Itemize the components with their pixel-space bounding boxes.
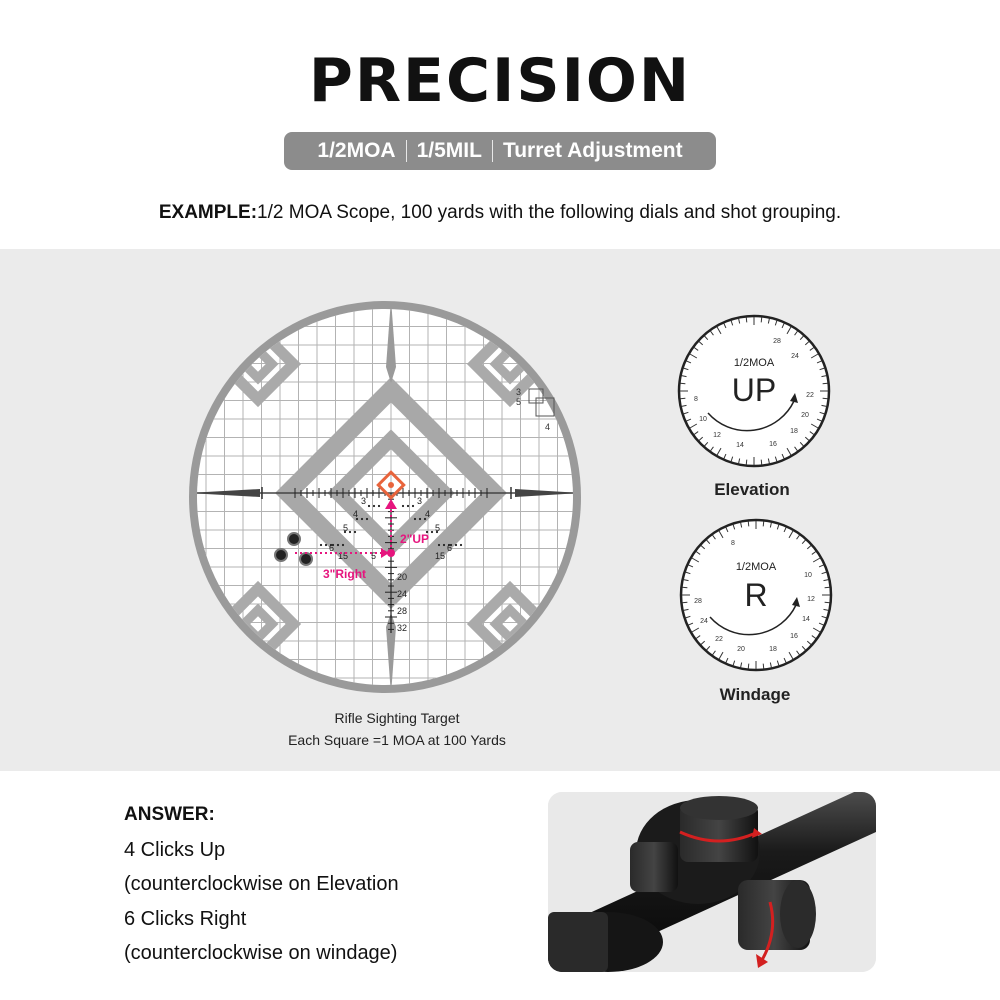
reticle-dot	[414, 518, 416, 520]
reticle-right-15: 15	[435, 551, 446, 561]
reticle-dot	[368, 505, 370, 507]
reticle-dot	[349, 531, 351, 533]
dial-tick	[680, 398, 685, 399]
target-caption-scale: Each Square =1 MOA at 100 Yards	[288, 732, 506, 748]
badge-moa: 1/2MOA	[317, 139, 396, 162]
stadia-24: 24	[397, 589, 408, 599]
sighting-target	[185, 297, 585, 697]
answer-block	[124, 798, 399, 971]
dial-tick	[761, 460, 762, 465]
stadia-32: 32	[397, 623, 408, 633]
reticle-dot	[354, 531, 356, 533]
reticle-dot	[378, 505, 380, 507]
reticle-dot	[431, 531, 433, 533]
reticle-dot	[455, 544, 457, 546]
reticle-dot	[407, 505, 409, 507]
answer-line-3: 6 Clicks Right	[124, 907, 247, 930]
reticle-dot	[361, 518, 363, 520]
reticle-dot	[419, 518, 421, 520]
dial-tick	[682, 587, 687, 588]
answer-line-2: (counterclockwise on Elevation	[124, 873, 399, 895]
windage-num-24: 24	[700, 618, 708, 625]
reticle-dot	[460, 544, 462, 546]
windage-direction: R	[744, 577, 768, 613]
windage-num-16: 16	[790, 633, 798, 640]
reticle-dot	[438, 544, 440, 546]
reticle-dot	[412, 505, 414, 507]
elevation-direction: UP	[731, 372, 777, 408]
dial-tick	[680, 383, 685, 384]
elevation-num-14: 14	[736, 442, 744, 449]
dial-tick	[823, 383, 828, 384]
windage-num-28: 28	[694, 598, 702, 605]
page-title: PRECISION	[308, 46, 692, 116]
reticle-right-5: 5	[435, 523, 441, 533]
reticle-dot	[337, 544, 339, 546]
reticle-dot	[325, 544, 327, 546]
windage-num-10: 10	[804, 572, 812, 579]
elevation-num-18: 18	[790, 428, 798, 435]
example-text	[0, 202, 1000, 224]
example-body: 1/2 MOA Scope, 100 yards with the following dials and shot grouping.	[257, 202, 842, 223]
dial-tick	[682, 602, 687, 603]
reticle-right-3: 3	[417, 496, 423, 506]
elevation-num-22: 22	[806, 392, 814, 399]
dial-tick	[748, 521, 749, 526]
target-caption-title: Rifle Sighting Target	[334, 710, 460, 726]
dial-tick	[763, 664, 764, 669]
badge-divider	[492, 140, 493, 162]
reticle-center-5: 5	[371, 551, 377, 561]
elevation-label: Elevation	[714, 480, 790, 499]
elevation-num-16: 16	[769, 441, 777, 448]
dial-tick	[748, 664, 749, 669]
reticle-left-15: 15	[338, 551, 349, 561]
reticle-dot	[373, 505, 375, 507]
spec-badge	[284, 132, 716, 170]
example-label: EXAMPLE:	[158, 202, 258, 223]
windage-num-12: 12	[807, 596, 815, 603]
reticle-right-6: 6	[447, 543, 453, 553]
reticle-dot	[342, 544, 344, 546]
stadia-20: 20	[397, 572, 408, 582]
elevation-unit: 1/2MOA	[733, 357, 775, 369]
badge-divider	[406, 140, 407, 162]
windage-num-22: 22	[715, 636, 723, 643]
windage-num-14: 14	[802, 616, 810, 623]
reticle-left-6: 6	[329, 543, 335, 553]
dial-tick	[823, 398, 828, 399]
windage-num-18: 18	[769, 646, 777, 653]
dial-tick	[746, 317, 747, 322]
reticle-dot	[443, 544, 445, 546]
reticle-right-4: 4	[425, 509, 431, 519]
badge-mil: 1/5MIL	[416, 139, 482, 162]
elevation-dial	[676, 313, 832, 469]
windage-unit: 1/2MOA	[735, 561, 777, 573]
reticle-left-5: 5	[343, 523, 349, 533]
elevation-num-28: 28	[773, 338, 781, 345]
dial-tick	[761, 317, 762, 322]
dial-tick	[825, 602, 830, 603]
windage-num-8: 8	[731, 540, 735, 547]
dial-tick	[746, 460, 747, 465]
windage-num-20: 20	[737, 646, 745, 653]
reticle-dot	[402, 505, 404, 507]
elevation-num-8: 8	[694, 396, 698, 403]
scope-turret-photo	[548, 792, 876, 972]
answer-line-4: (counterclockwise on windage)	[124, 942, 398, 964]
elevation-num-10: 10	[699, 416, 707, 423]
badge-turret: Turret Adjustment	[502, 139, 683, 162]
reticle-dot	[320, 544, 322, 546]
answer-heading: ANSWER:	[124, 804, 215, 825]
windage-dial	[678, 517, 834, 673]
dial-tick	[825, 587, 830, 588]
reticle-left-3: 3	[361, 496, 367, 506]
windage-label: Windage	[719, 685, 791, 704]
elevation-num-24: 24	[791, 353, 799, 360]
answer-line-1: 4 Clicks Up	[124, 838, 226, 861]
elevation-annotation: 2"UP	[400, 532, 430, 546]
windage-annotation: 3"Right	[323, 567, 367, 581]
stadia-28: 28	[397, 606, 408, 616]
elevation-num-12: 12	[713, 432, 721, 439]
corner-mark-3: 3	[516, 387, 522, 397]
reticle-dot	[366, 518, 368, 520]
corner-mark-5: 5	[516, 397, 522, 407]
dial-tick	[763, 521, 764, 526]
elevation-num-20: 20	[801, 412, 809, 419]
corner-mark-4: 4	[545, 422, 551, 432]
reticle-left-4: 4	[353, 509, 359, 519]
